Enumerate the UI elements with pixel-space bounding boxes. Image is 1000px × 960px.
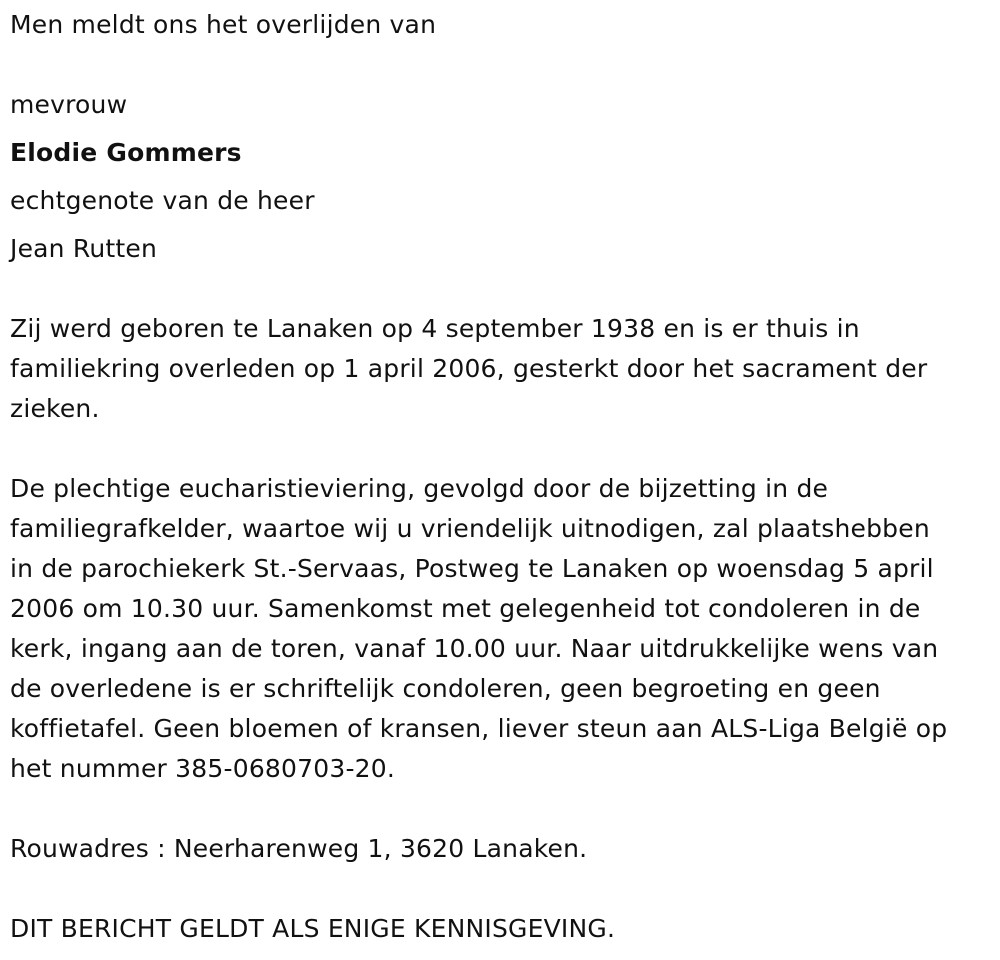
birth-paragraph (10, 309, 927, 429)
service-paragraph-line: de overledene is er schriftelijk condoleren, geen begroeting en geen (10, 674, 881, 703)
closing-statement: DIT BERICHT GELDT ALS ENIGE KENNISGEVING. (10, 914, 616, 943)
service-paragraph-line: het nummer 385-0680703-20. (10, 754, 396, 783)
birth-paragraph-line: Zij werd geboren te Lanaken op 4 september 1938 en is er thuis in (10, 314, 860, 343)
birth-paragraph-line: familiekring overleden op 1 april 2006, gesterkt door het sacrament der (10, 354, 928, 383)
birth-paragraph-line: zieken. (10, 394, 100, 423)
honorific: mevrouw (10, 90, 128, 119)
service-paragraph-line: familiegrafkelder, waartoe wij u vriendelijk uitnodigen, zal plaatshebben (10, 514, 930, 543)
service-paragraph-line: kerk, ingang aan de toren, vanaf 10.00 uur. Naar uitdrukkelijke wens van (10, 634, 939, 663)
intro-line: Men meldt ons het overlijden van (10, 10, 437, 39)
service-paragraph-line: 2006 om 10.30 uur. Samenkomst met gelegenheid tot condoleren in de (10, 594, 921, 623)
relation-line: echtgenote van de heer (10, 186, 315, 215)
deceased-name: Elodie Gommers (10, 138, 242, 167)
mourning-address: Rouwadres : Neerharenweg 1, 3620 Lanaken. (10, 834, 588, 863)
service-paragraph (10, 469, 947, 789)
service-paragraph-line: in de parochiekerk St.-Servaas, Postweg te Lanaken op woensdag 5 april (10, 554, 934, 583)
service-paragraph-line: De plechtige eucharistieviering, gevolgd door de bijzetting in de (10, 474, 829, 503)
service-paragraph-line: koffietafel. Geen bloemen of kransen, liever steun aan ALS-Liga België op (10, 714, 948, 743)
spouse-name: Jean Rutten (10, 234, 157, 263)
